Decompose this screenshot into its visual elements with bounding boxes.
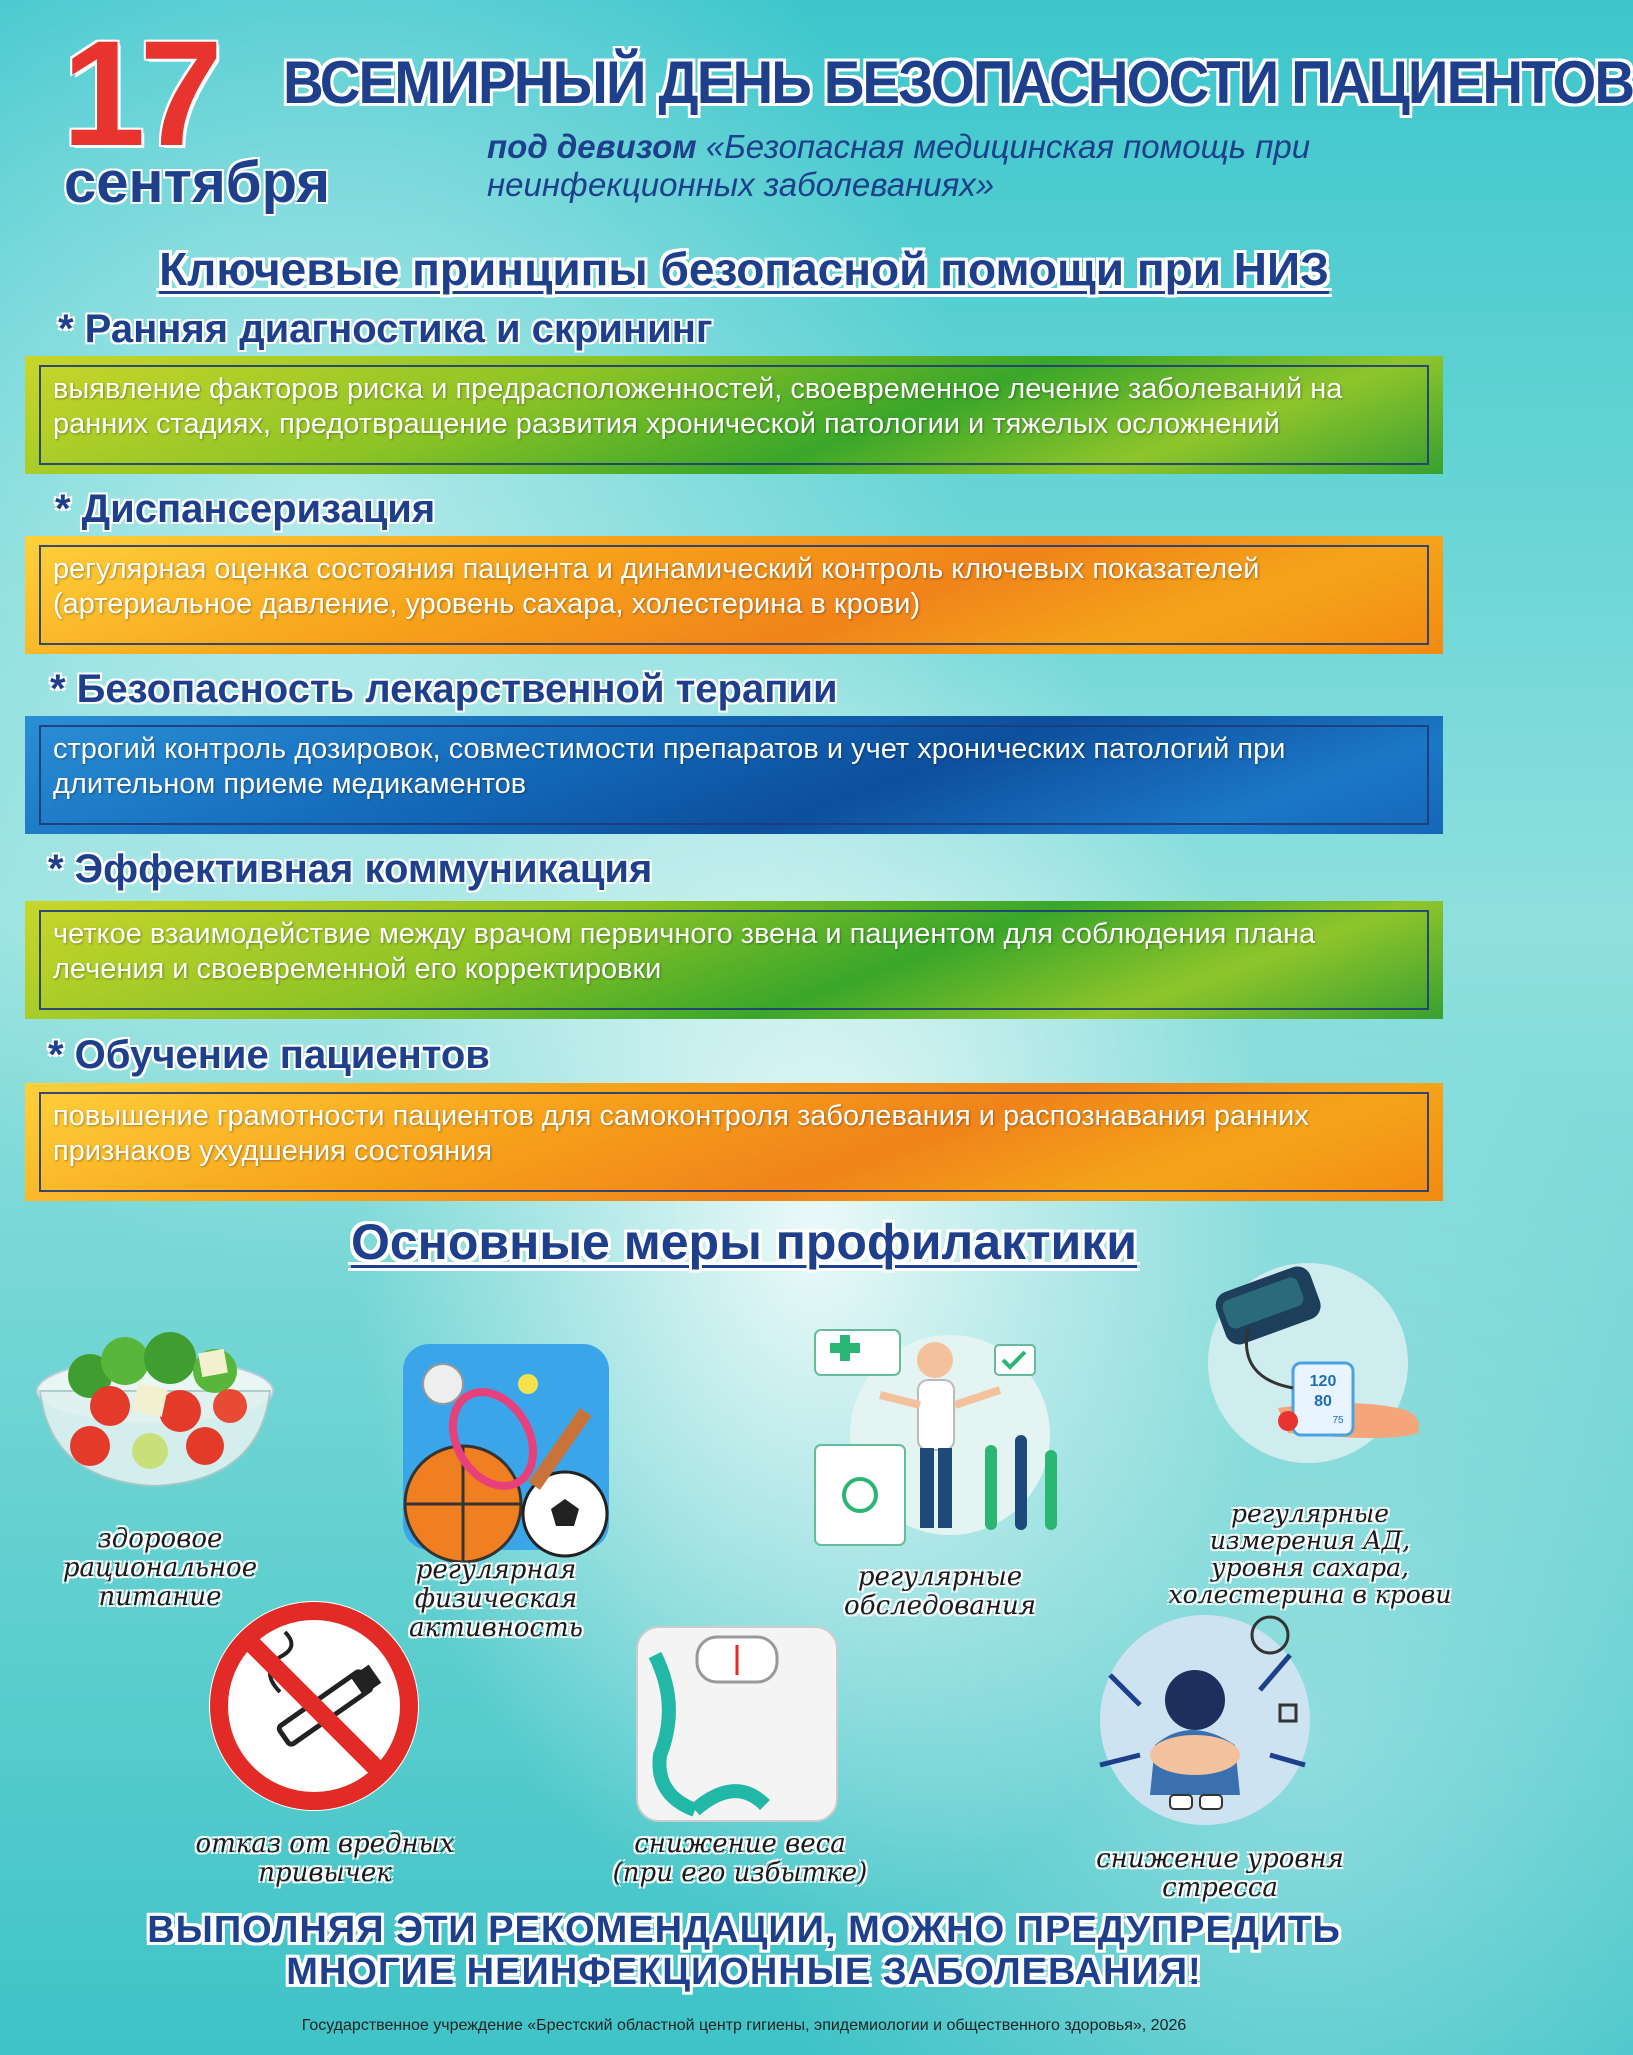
footer: Государственное учреждение «Брестский областной центр гигиены, эпидемиологии и общественного здоровья», 2026: [301, 2017, 1187, 2034]
principle-text: четкое взаимодействие между врачом первичного звена и пациентом для соблюдения плана лечения и своевременной его корректировки: [53, 918, 1316, 985]
checkup-icon: [810, 1325, 1070, 1555]
sports-icon: [403, 1344, 609, 1550]
prevention-caption: снижение уровня стресса: [1096, 1844, 1344, 1903]
scale-icon: [635, 1625, 840, 1825]
motto-text: «Безопасная медицинская помощь при неинфекционных заболеваниях»: [487, 128, 1311, 203]
principle-text: строгий контроль дозировок, совместимости препаратов и учет хронических патологий при длительном приеме медикаментов: [53, 733, 1286, 800]
principle-heading: * Диспансеризация: [55, 487, 436, 531]
no-smoking-icon: [205, 1597, 423, 1815]
principle-heading: * Обучение пациентов: [48, 1033, 490, 1077]
principle-band: [25, 901, 1443, 1019]
prevention-caption: снижение веса (при его избытке): [612, 1829, 868, 1888]
stress-icon: [1070, 1595, 1340, 1835]
principle-band: [25, 716, 1443, 834]
prevention-caption: регулярная физическая активность: [409, 1555, 583, 1643]
principle-band: [25, 1083, 1443, 1201]
bp-diastolic: 80: [1314, 1393, 1332, 1410]
bp-systolic: 120: [1309, 1373, 1337, 1390]
motto: [487, 128, 1447, 204]
principle-heading: * Эффективная коммуникация: [48, 847, 653, 891]
motto-lead: под девизом: [487, 128, 697, 165]
prevention-caption: здоровое рациональное питание: [62, 1524, 258, 1612]
principle-band: [25, 536, 1443, 654]
principle-heading: * Ранняя диагностика и скрининг: [58, 307, 713, 351]
blood-pressure-icon: [1168, 1258, 1438, 1468]
conclusion-line-1: ВЫПОЛНЯЯ ЭТИ РЕКОМЕНДАЦИИ, МОЖНО ПРЕДУПРЕДИТЬ: [147, 1909, 1341, 1951]
principle-text: выявление факторов риска и предрасположенностей, своевременное лечение заболеваний на ранних стадиях, предотвращение развития хронической патологии и тяжелых осложнений: [53, 373, 1343, 440]
conclusion-line-2: МНОГИЕ НЕИНФЕКЦИОННЫЕ ЗАБОЛЕВАНИЯ!: [286, 1951, 1202, 1993]
date-month: сентября: [64, 150, 331, 215]
page-title: ВСЕМИРНЫЙ ДЕНЬ БЕЗОПАСНОСТИ ПАЦИЕНТОВ: [283, 49, 1633, 116]
prevention-caption: отказ от вредных привычек: [195, 1829, 455, 1888]
principle-band: [25, 356, 1443, 474]
principle-text: регулярная оценка состояния пациента и динамический контроль ключевых показателей (артериальное давление, уровень сахара, холестерина в крови): [53, 553, 1260, 620]
bp-pulse: 75: [1332, 1415, 1344, 1426]
date-number: 17: [62, 9, 217, 177]
prevention-caption: регулярные измерения АД, уровня сахара, холестерина в крови: [1168, 1499, 1452, 1609]
prevention-title: Основные меры профилактики: [350, 1214, 1138, 1270]
prevention-caption: регулярные обследования: [844, 1562, 1036, 1621]
principle-text: повышение грамотности пациентов для самоконтроля заболевания и распознавания ранних признаков ухудшения состояния: [53, 1100, 1309, 1167]
salad-icon: [30, 1296, 280, 1496]
principle-heading: * Безопасность лекарственной терапии: [50, 667, 838, 711]
principles-title: Ключевые принципы безопасной помощи при НИЗ: [159, 243, 1329, 295]
